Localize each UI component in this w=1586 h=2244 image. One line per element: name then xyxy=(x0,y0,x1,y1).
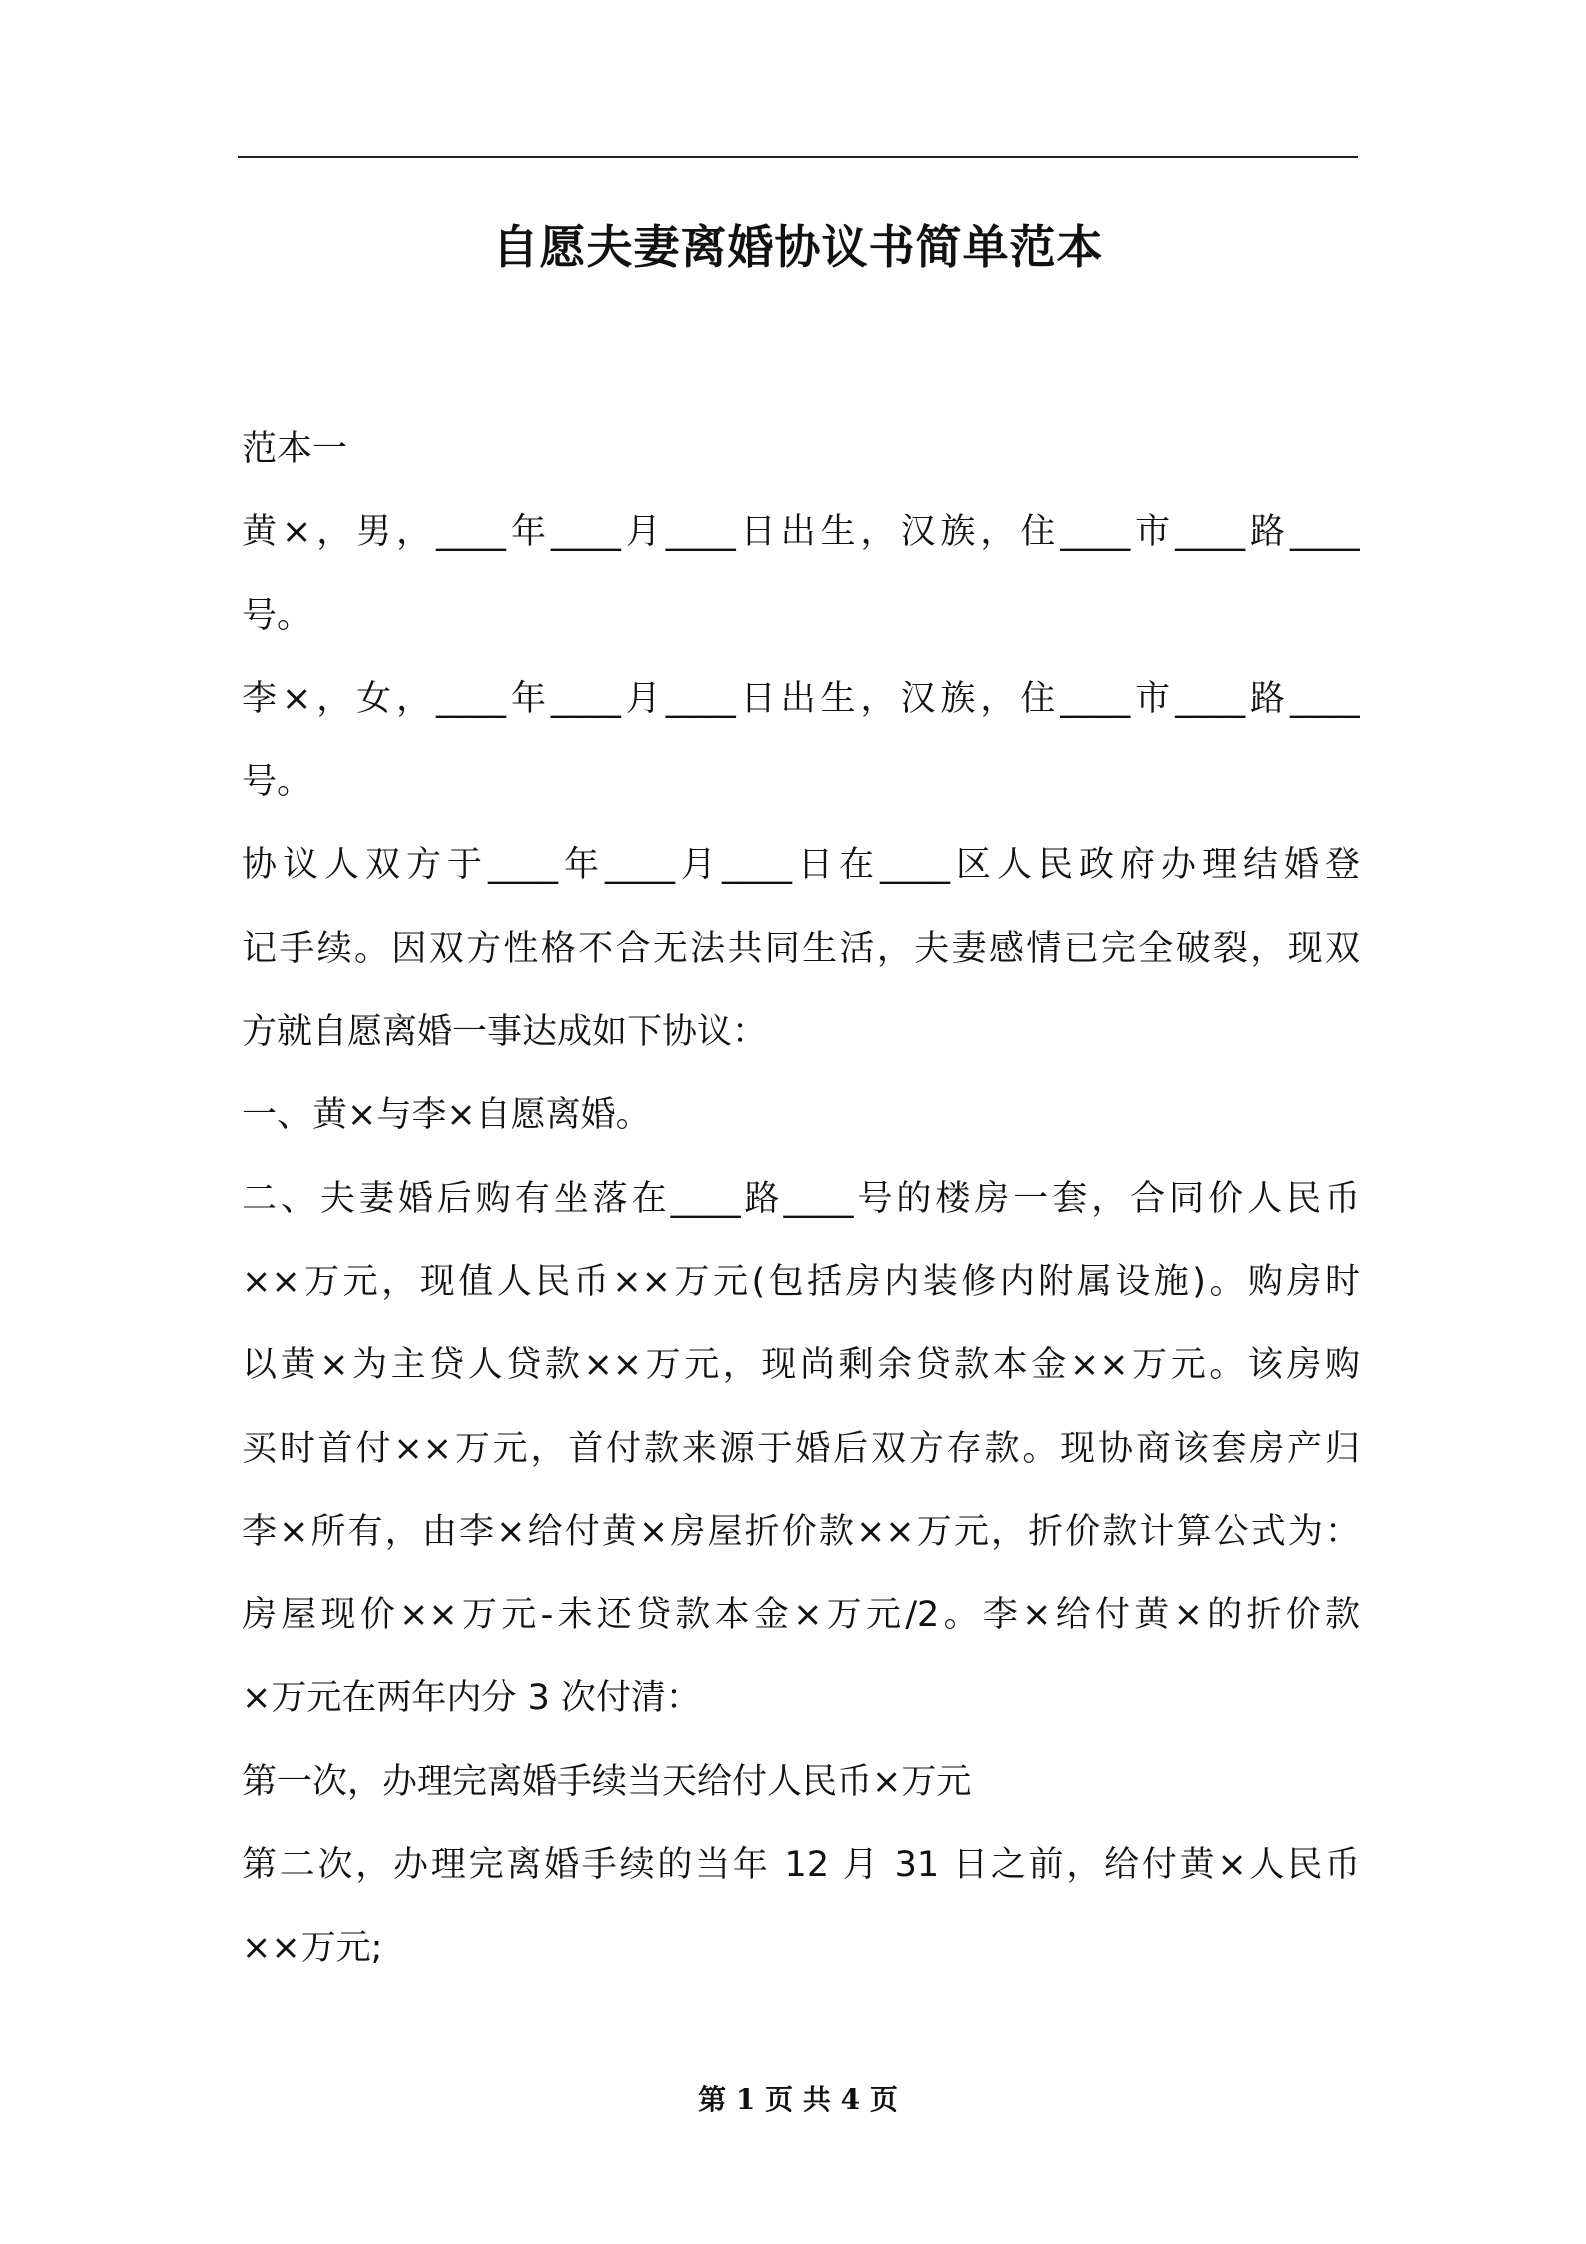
paragraph-line: 第一次，办理完离婚手续当天给付人民币×万元 xyxy=(242,1761,972,1802)
paragraph-line: 协议人双方于____年____月____日在____区人民政府办理结婚登 xyxy=(242,845,1360,886)
paragraph-line: 李×，女，____年____月____日出生，汉族，住____市____路____ xyxy=(242,678,1360,719)
paragraph-line: 二、夫妻婚后购有坐落在____路____号的楼房一套，合同价人民币 xyxy=(242,1178,1360,1219)
paragraph-line: 买时首付××万元，首付款来源于婚后双方存款。现协商该套房产归 xyxy=(242,1428,1360,1469)
paragraph-line: 以黄×为主贷人贷款××万元，现尚剩余贷款本金××万元。该房购 xyxy=(242,1345,1360,1386)
paragraph-line: ×万元在两年内分 3 次付清： xyxy=(242,1678,701,1719)
paragraph-line: 房屋现价××万元-未还贷款本金×万元/2。李×给付黄×的折价款 xyxy=(242,1595,1360,1636)
document-title: 自愿夫妻离婚协议书简单范本 xyxy=(492,220,1104,274)
paragraph-line: 李×所有，由李×给付黄×房屋折价款××万元，折价款计算公式为： xyxy=(242,1511,1360,1552)
page-number-footer: 第 1 页 共 4 页 xyxy=(698,2083,898,2116)
document-body xyxy=(242,408,1360,1991)
section-heading: 范本一 xyxy=(242,429,348,469)
paragraph-line: 号。 xyxy=(242,762,313,803)
paragraph-line: 第二次，办理完离婚手续的当年 12 月 31 日之前，给付黄×人民币 xyxy=(242,1845,1360,1886)
paragraph-line: ××万元，现值人民币××万元(包括房内装修内附属设施)。购房时 xyxy=(242,1261,1360,1302)
paragraph-line: 黄×，男，____年____月____日出生，汉族，住____市____路____ xyxy=(242,512,1360,553)
paragraph-line: 记手续。因双方性格不合无法共同生活，夫妻感情已完全破裂，现双 xyxy=(242,928,1360,969)
paragraph-line: 方就自愿离婚一事达成如下协议： xyxy=(242,1012,768,1053)
paragraph-line: 号。 xyxy=(242,595,313,636)
header-rule xyxy=(238,156,1358,158)
paragraph-line: 一、黄×与李×自愿离婚。 xyxy=(242,1095,651,1136)
paragraph-line: ××万元; xyxy=(242,1928,383,1969)
